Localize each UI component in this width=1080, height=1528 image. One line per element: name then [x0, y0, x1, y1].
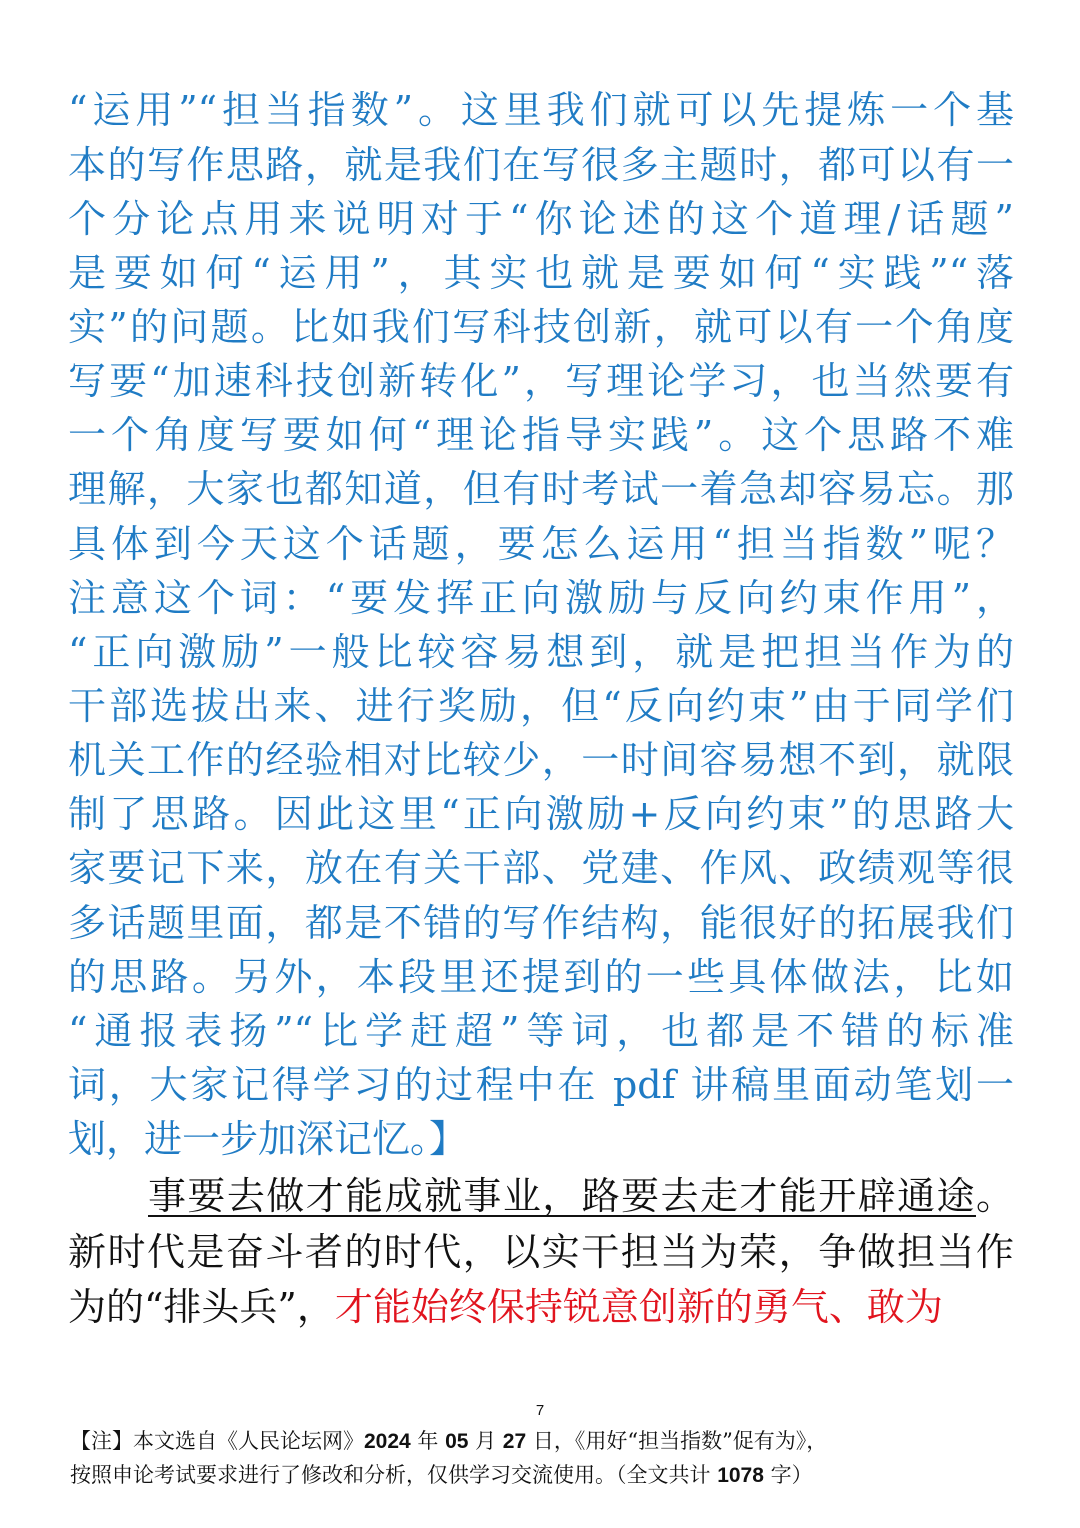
- footnote-text: 【注】本文选自《人民论坛网》: [70, 1429, 364, 1453]
- footnote-text: 年: [410, 1429, 446, 1453]
- analysis-line: 制了思路。因此这里“正向激励+反向约束”的思路大: [68, 792, 1014, 836]
- analysis-line: 一个角度写要如何“理论指导实践”。这个思路不难: [68, 413, 1014, 457]
- footnote-month: 05: [445, 1430, 469, 1453]
- analysis-line: 具体到今天这个话题，要怎么运用“担当指数”呢？: [68, 522, 1014, 566]
- footnote-line: [70, 1458, 1015, 1493]
- body-paragraph-line: 新时代是奋斗者的时代，以实干担当为荣，争做担当作: [68, 1230, 1014, 1274]
- body-paragraph-line: [68, 1277, 1014, 1337]
- body-text: 为的“排头兵”，: [68, 1285, 335, 1329]
- footnote-year: 2024: [364, 1430, 411, 1453]
- analysis-line: 注意这个词：“要发挥正向激励与反向约束作用”，: [68, 576, 1014, 620]
- analysis-line: 个分论点用来说明对于“你论述的这个道理/话题”: [68, 197, 1014, 241]
- analysis-line: 的思路。另外，本段里还提到的一些具体做法，比如: [68, 955, 1014, 999]
- footnote-day: 27: [502, 1430, 527, 1453]
- analysis-line: 机关工作的经验相对比较少，一时间容易想不到，就限: [68, 738, 1014, 782]
- analysis-line: 家要记下来，放在有关干部、党建、作风、政绩观等很: [68, 846, 1014, 890]
- page-number: 7: [535, 1402, 545, 1419]
- footnote-line: [70, 1424, 1015, 1459]
- sentence-end-mark: 。: [975, 1174, 1014, 1218]
- analysis-line: “通报表扬”“比学赶超”等词，也都是不错的标准: [68, 1009, 1014, 1053]
- analysis-line: 实”的问题。比如我们写科技创新，就可以有一个角度: [68, 305, 1014, 349]
- footnote-text: 按照申论考试要求进行了修改和分析，仅供学习交流使用。（全文共计: [70, 1463, 718, 1487]
- analysis-line: 是要如何“运用”，其实也就是要如何“实践”“落: [68, 251, 1014, 295]
- highlighted-red-text: 才能始终保持锐意创新的勇气、敢为: [334, 1285, 943, 1329]
- footnote-text: 月: [468, 1429, 503, 1453]
- analysis-line: “正向激励”一般比较容易想到，就是把担当作为的: [68, 630, 1014, 674]
- footnote-text: 日，《用好“担当指数”促有为》，: [526, 1429, 828, 1453]
- analysis-line: 多话题里面，都是不错的写作结构，能很好的拓展我们: [68, 901, 1014, 945]
- footnote-word-count: 1078: [717, 1464, 764, 1487]
- analysis-line: 写要“加速科技创新转化”，写理论学习，也当然要有: [68, 359, 1014, 403]
- analysis-line: 词，大家记得学习的过程中在 pdf 讲稿里面动笔划一: [68, 1063, 1014, 1107]
- analysis-line: 干部选拔出来、进行奖励，但“反向约束”由于同学们: [68, 684, 1014, 728]
- body-paragraph-line: [148, 1166, 1014, 1226]
- underlined-lead-sentence: 事要去做才能成就事业，路要去走才能开辟通途: [148, 1174, 976, 1218]
- footnote-text: 字）: [763, 1463, 813, 1487]
- analysis-line: 理解，大家也都知道，但有时考试一着急却容易忘。那: [68, 467, 1014, 511]
- analysis-line: “运用”“担当指数”。这里我们就可以先提炼一个基: [68, 88, 1014, 132]
- analysis-line: 划，进一步加深记忆。】: [68, 1117, 468, 1161]
- analysis-line: 本的写作思路，就是我们在写很多主题时，都可以有一: [68, 143, 1014, 187]
